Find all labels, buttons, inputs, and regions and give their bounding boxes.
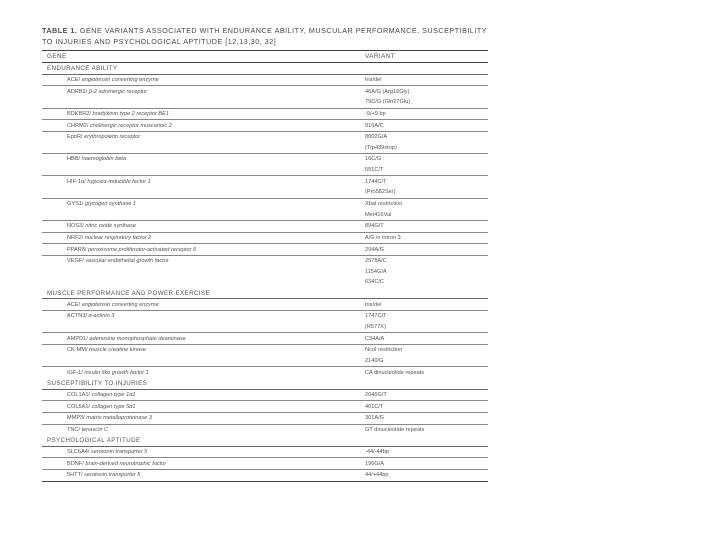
gene-cell [42, 154, 365, 165]
variant-cell: 2140/G [365, 357, 384, 364]
gene-cell [42, 356, 365, 367]
variant-cell: 2578A/C [365, 255, 488, 266]
variant-cell: -44/-44bp [365, 449, 389, 456]
table-row [42, 255, 488, 266]
table-caption [42, 25, 488, 47]
table-row [42, 74, 488, 86]
gene-cell [42, 176, 365, 187]
gene-name: peroxisome proliferator-activated receptor δ [88, 246, 197, 253]
gene-name: haemoglobin beta [81, 156, 127, 163]
gene-symbol: CHRM2/ [67, 122, 89, 129]
gene-column-header: GENE [42, 51, 365, 63]
section-heading-row [42, 288, 488, 299]
variant-cell: 8002G/A [365, 131, 488, 142]
gene-name: angiotensin converting enzyme [81, 76, 159, 83]
gene-symbol: HBB/ [67, 156, 81, 163]
gene-cell [42, 267, 365, 278]
gene-cell [42, 367, 365, 378]
table-row [42, 446, 488, 458]
gene-cell [42, 345, 365, 356]
gene-cell [42, 187, 365, 198]
variant-cell: 634C/C [365, 279, 384, 286]
variant-cell: Met416Val [365, 211, 392, 218]
table-row [42, 458, 488, 470]
gene-name: brain-derived neurotrophic factor [85, 460, 167, 467]
gene-symbol: IGF-1/ [67, 369, 83, 376]
variant-cell: 894G/T [365, 220, 488, 232]
gene-cell [42, 232, 365, 244]
gene-cell [42, 277, 365, 288]
gene-cell [42, 255, 365, 266]
variant-cell: A/G in intron 3 [365, 232, 488, 244]
gene-name: matrix metalloproteinase 3 [86, 415, 152, 422]
variant-cell: GT dinucleotide repeats [365, 424, 488, 435]
variant-cell: 1154G/A [365, 268, 387, 275]
gene-name: insulin like growth factor 1 [84, 369, 149, 376]
table-row [42, 187, 488, 198]
table-row [42, 120, 488, 132]
gene-cell [42, 322, 365, 333]
table-row [42, 299, 488, 311]
gene-symbol: BDNF/ [67, 460, 84, 467]
table-row [42, 154, 488, 165]
gene-name: α-actinin 3 [88, 313, 115, 320]
variant-cell: 401C/T [365, 401, 488, 413]
gene-name: vascular endothelial growth factor [85, 258, 169, 265]
variant-cell: 916A/C [365, 120, 488, 132]
gene-name: hypoxia-inducible factor 1 [87, 178, 151, 185]
gene-variant-table [42, 50, 488, 482]
variant-cell: NcoI restriction [365, 345, 488, 356]
table-row [42, 86, 488, 97]
table-row [42, 345, 488, 356]
section-heading: PSYCHOLOGICAL APTITUDE [42, 435, 488, 446]
table-row [42, 108, 488, 120]
gene-symbol: VEGF/ [67, 258, 84, 265]
gene-name: collagen type 1α1 [91, 391, 136, 398]
gene-name: nuclear respiratory factor 2 [84, 234, 152, 241]
variant-cell: (R577X) [365, 324, 386, 331]
gene-cell [42, 97, 365, 108]
gene-symbol: GYS1/ [67, 201, 84, 207]
table-row [42, 209, 488, 220]
gene-symbol: MMP3/ [67, 415, 85, 422]
variant-cell: C34A/A [365, 333, 488, 345]
gene-symbol: ACE/ [67, 76, 81, 83]
table-row [42, 322, 488, 333]
gene-cell [42, 401, 365, 413]
variant-cell: 196G/A [365, 458, 488, 470]
gene-symbol: ACTN3/ [67, 313, 87, 320]
document-page [42, 25, 488, 482]
variant-cell: XbaI restriction [365, 198, 488, 209]
table-row [42, 165, 488, 176]
section-heading-row [42, 378, 488, 389]
table-row [42, 389, 488, 401]
section-heading-row [42, 435, 488, 446]
table-row [42, 412, 488, 424]
variant-cell: 1747C/T [365, 311, 488, 322]
gene-name: tenascin C [81, 426, 109, 433]
section-heading-row [42, 63, 488, 75]
variant-cell: 2046G/T [365, 391, 387, 398]
gene-symbol: NRF2/ [67, 234, 84, 241]
gene-name: collagen type 5α1 [91, 403, 136, 410]
gene-name: nitric oxide synthase [85, 223, 137, 230]
gene-cell [42, 333, 365, 345]
gene-symbol: AMPD1/ [67, 335, 88, 342]
gene-cell [42, 165, 365, 176]
gene-cell [42, 86, 365, 97]
table-row [42, 176, 488, 187]
variant-cell: 551C/T [365, 167, 384, 174]
gene-symbol: HIF-1α/ [67, 178, 86, 185]
table-row [42, 131, 488, 142]
gene-cell [42, 424, 365, 435]
table-row [42, 356, 488, 367]
variant-cell: 294A/G [365, 244, 488, 256]
gene-name: glycogen synthase 1 [85, 201, 137, 207]
variant-column-header: VARIANT [365, 51, 488, 63]
gene-symbol: TNC/ [67, 426, 81, 433]
variant-cell: 44/+44bp [365, 470, 488, 482]
gene-cell [42, 470, 365, 482]
gene-symbol: PPARδ/ [67, 246, 87, 253]
variant-cell: 79C/G (Gln27Glu) [365, 99, 411, 106]
gene-cell [42, 209, 365, 220]
gene-name: cholinergic receptor muscarinic 2 [90, 122, 172, 129]
gene-name: serotonin transporter 5 [84, 472, 141, 479]
variant-cell: 1744C/T [365, 176, 488, 187]
gene-cell [42, 299, 365, 311]
gene-symbol: 5HTT/ [67, 472, 83, 479]
table-row [42, 401, 488, 413]
section-heading: SUSCEPTIBILITY TO INJURIES [42, 378, 488, 389]
gene-name: angiotensin converting enzyme [81, 301, 159, 308]
gene-name: adenosine monophosphate deaminase [89, 335, 186, 342]
section-heading: ENDURANCE ABILITY [42, 63, 488, 75]
table-row [42, 267, 488, 278]
gene-cell [42, 142, 365, 153]
gene-cell [42, 389, 365, 401]
table-row [42, 311, 488, 322]
gene-cell [42, 458, 365, 470]
gene-symbol: ADRB2/ [67, 88, 88, 95]
table-row [42, 424, 488, 435]
table-label: TABLE 1. [42, 26, 78, 35]
section-heading: MUSCLE PERFORMANCE AND POWER EXERCISE [42, 288, 488, 299]
table-header-row [42, 51, 488, 63]
gene-symbol: BDKBR2/ [67, 110, 91, 117]
table-row [42, 367, 488, 378]
gene-name: muscle creatine kinase [89, 347, 146, 354]
gene-cell [42, 311, 365, 322]
gene-name: bradykinin type 2 receptor BE1 [92, 110, 169, 117]
variant-cell: Ins/del [365, 76, 382, 83]
table-row [42, 277, 488, 288]
gene-symbol: CK-MM/ [67, 347, 88, 354]
gene-symbol: EpoR/ [67, 134, 83, 141]
table-title: GENE VARIANTS ASSOCIATED WITH ENDURANCE ABILITY, MUSCULAR PERFORMANCE, SUSCEPTIBILITY TO INJURIES AND PSYCHOLOGICAL APTITUDE [12,13,30, 32] [42, 26, 487, 46]
gene-name: serotonin transporter 5 [90, 449, 148, 456]
gene-name: erythropoietin receptor [84, 134, 141, 141]
table-row [42, 97, 488, 108]
gene-symbol: COL1A1/ [67, 391, 91, 398]
table-body [42, 63, 488, 482]
gene-cell [42, 220, 365, 232]
variant-cell: 301A/G [365, 412, 488, 424]
gene-symbol: NOS3/ [67, 223, 84, 230]
gene-cell [42, 412, 365, 424]
variant-cell: CA dinucleotide repeats [365, 367, 488, 378]
variant-cell: (Pro582Ser) [365, 189, 396, 196]
gene-symbol: COL5A1/ [67, 403, 91, 410]
gene-cell [42, 74, 365, 86]
variant-cell: Ins/del [365, 301, 382, 308]
variant-cell: -9/+9 bp [365, 108, 488, 120]
gene-cell [42, 131, 365, 142]
gene-symbol: ACE/ [67, 301, 81, 308]
table-row [42, 333, 488, 345]
gene-name: β-2 adrenergic receptor [88, 88, 148, 95]
gene-symbol: SLC6A4/ [67, 449, 90, 456]
gene-cell [42, 198, 365, 209]
table-row [42, 198, 488, 209]
gene-cell [42, 446, 365, 458]
table-row [42, 142, 488, 153]
variant-cell: (Trp439stop) [365, 144, 397, 151]
gene-cell [42, 108, 365, 120]
table-row [42, 220, 488, 232]
gene-cell [42, 244, 365, 256]
variant-cell: 16C/G [365, 154, 488, 165]
variant-cell: 46A/G (Arg16Gly) [365, 86, 488, 97]
gene-cell [42, 120, 365, 132]
table-row [42, 232, 488, 244]
table-row [42, 470, 488, 482]
table-row [42, 244, 488, 256]
